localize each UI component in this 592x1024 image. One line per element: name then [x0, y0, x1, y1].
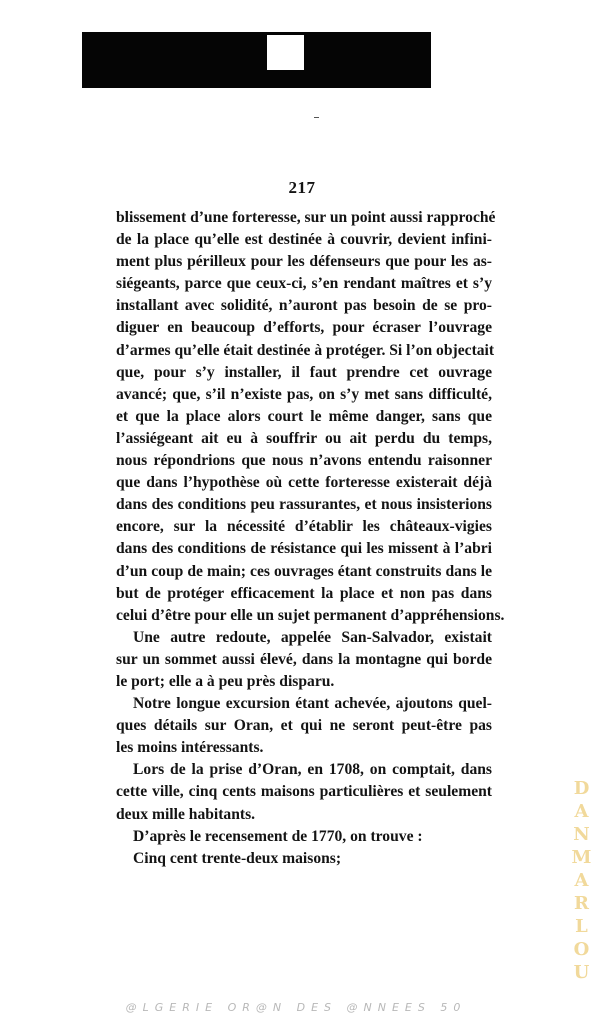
text-line: celui d’être pour elle un sujet permanent d’appréhensions. — [116, 606, 505, 624]
page-number: 217 — [288, 178, 316, 197]
text-line: dans des conditions peu rassurantes, et nous insisterions — [116, 496, 492, 514]
text-line: que dans l’hypothèse où cette forteresse existerait déjà — [116, 474, 492, 492]
text-line: l’assiégeant ait eu à souffrir ou ait perdu du temps, — [116, 429, 492, 447]
black-redaction-band — [82, 32, 431, 88]
text-line: D’après le recensement de 1770, on trouve : — [133, 827, 423, 845]
text-line: Cinq cent trente-deux maisons; — [133, 849, 342, 867]
text-line: Notre longue excursion étant achevée, ajoutons quel- — [133, 695, 492, 713]
text-line: nous répondrions que nous n’avons entendu raisonner — [116, 452, 492, 470]
small-print-mark — [314, 117, 319, 118]
white-square-mark — [267, 35, 304, 70]
text-line: sur un sommet aussi élevé, dans la montagne qui borde — [116, 650, 492, 668]
text-line: but de protéger efficacement la place et non pas dans — [116, 584, 492, 602]
text-line: dans des conditions de résistance qui les missent à l’abri — [116, 540, 492, 558]
text-line: Lors de la prise d’Oran, en 1708, on comptait, dans — [133, 761, 492, 779]
text-line: blissement d’une forteresse, sur un point aussi rapproché — [116, 209, 496, 226]
text-line: avancé; que, s’il n’existe pas, on s’y met sans difficulté, — [116, 385, 492, 403]
text-line: ques détails sur Oran, et qui ne seront peut-être pas — [116, 717, 492, 735]
side-watermark: DANMARLOU — [571, 778, 592, 985]
text-line: deux mille habitants. — [116, 805, 256, 823]
text-line: diguer en beaucoup d’efforts, pour écraser l’ouvrage — [116, 319, 492, 337]
body-text — [116, 207, 505, 870]
text-line: et que la place alors court le même danger, sans que — [116, 407, 492, 425]
text-line: les moins intéressants. — [116, 739, 264, 757]
text-line: que, pour s’y installer, il faut prendre cet ouvrage — [116, 363, 492, 381]
text-line: d’armes qu’elle était destinée à protéger. Si l’on objectait — [116, 341, 495, 359]
text-line: siégeants, parce que ceux-ci, s’en rendant maîtres et s’y — [116, 275, 492, 293]
text-line: d’un coup de main; ces ouvrages étant construits dans le — [116, 562, 492, 580]
text-line: de la place qu’elle est destinée à couvrir, devient infini- — [116, 231, 492, 249]
footer-watermark: @LGERIE OR@N DES @NNEES 50 — [125, 1001, 467, 1014]
text-line: encore, sur la nécessité d’établir les châteaux-vigies — [116, 518, 492, 536]
text-line: ment plus périlleux pour les défenseurs que pour les as- — [116, 253, 492, 271]
text-line: le port; elle a à peu près disparu. — [116, 672, 335, 690]
text-line: cette ville, cinq cents maisons particulières et seulement — [116, 783, 492, 801]
text-line: installant avec solidité, n’auront pas besoin de se pro- — [116, 297, 492, 315]
text-line: Une autre redoute, appelée San-Salvador, existait — [133, 628, 492, 646]
